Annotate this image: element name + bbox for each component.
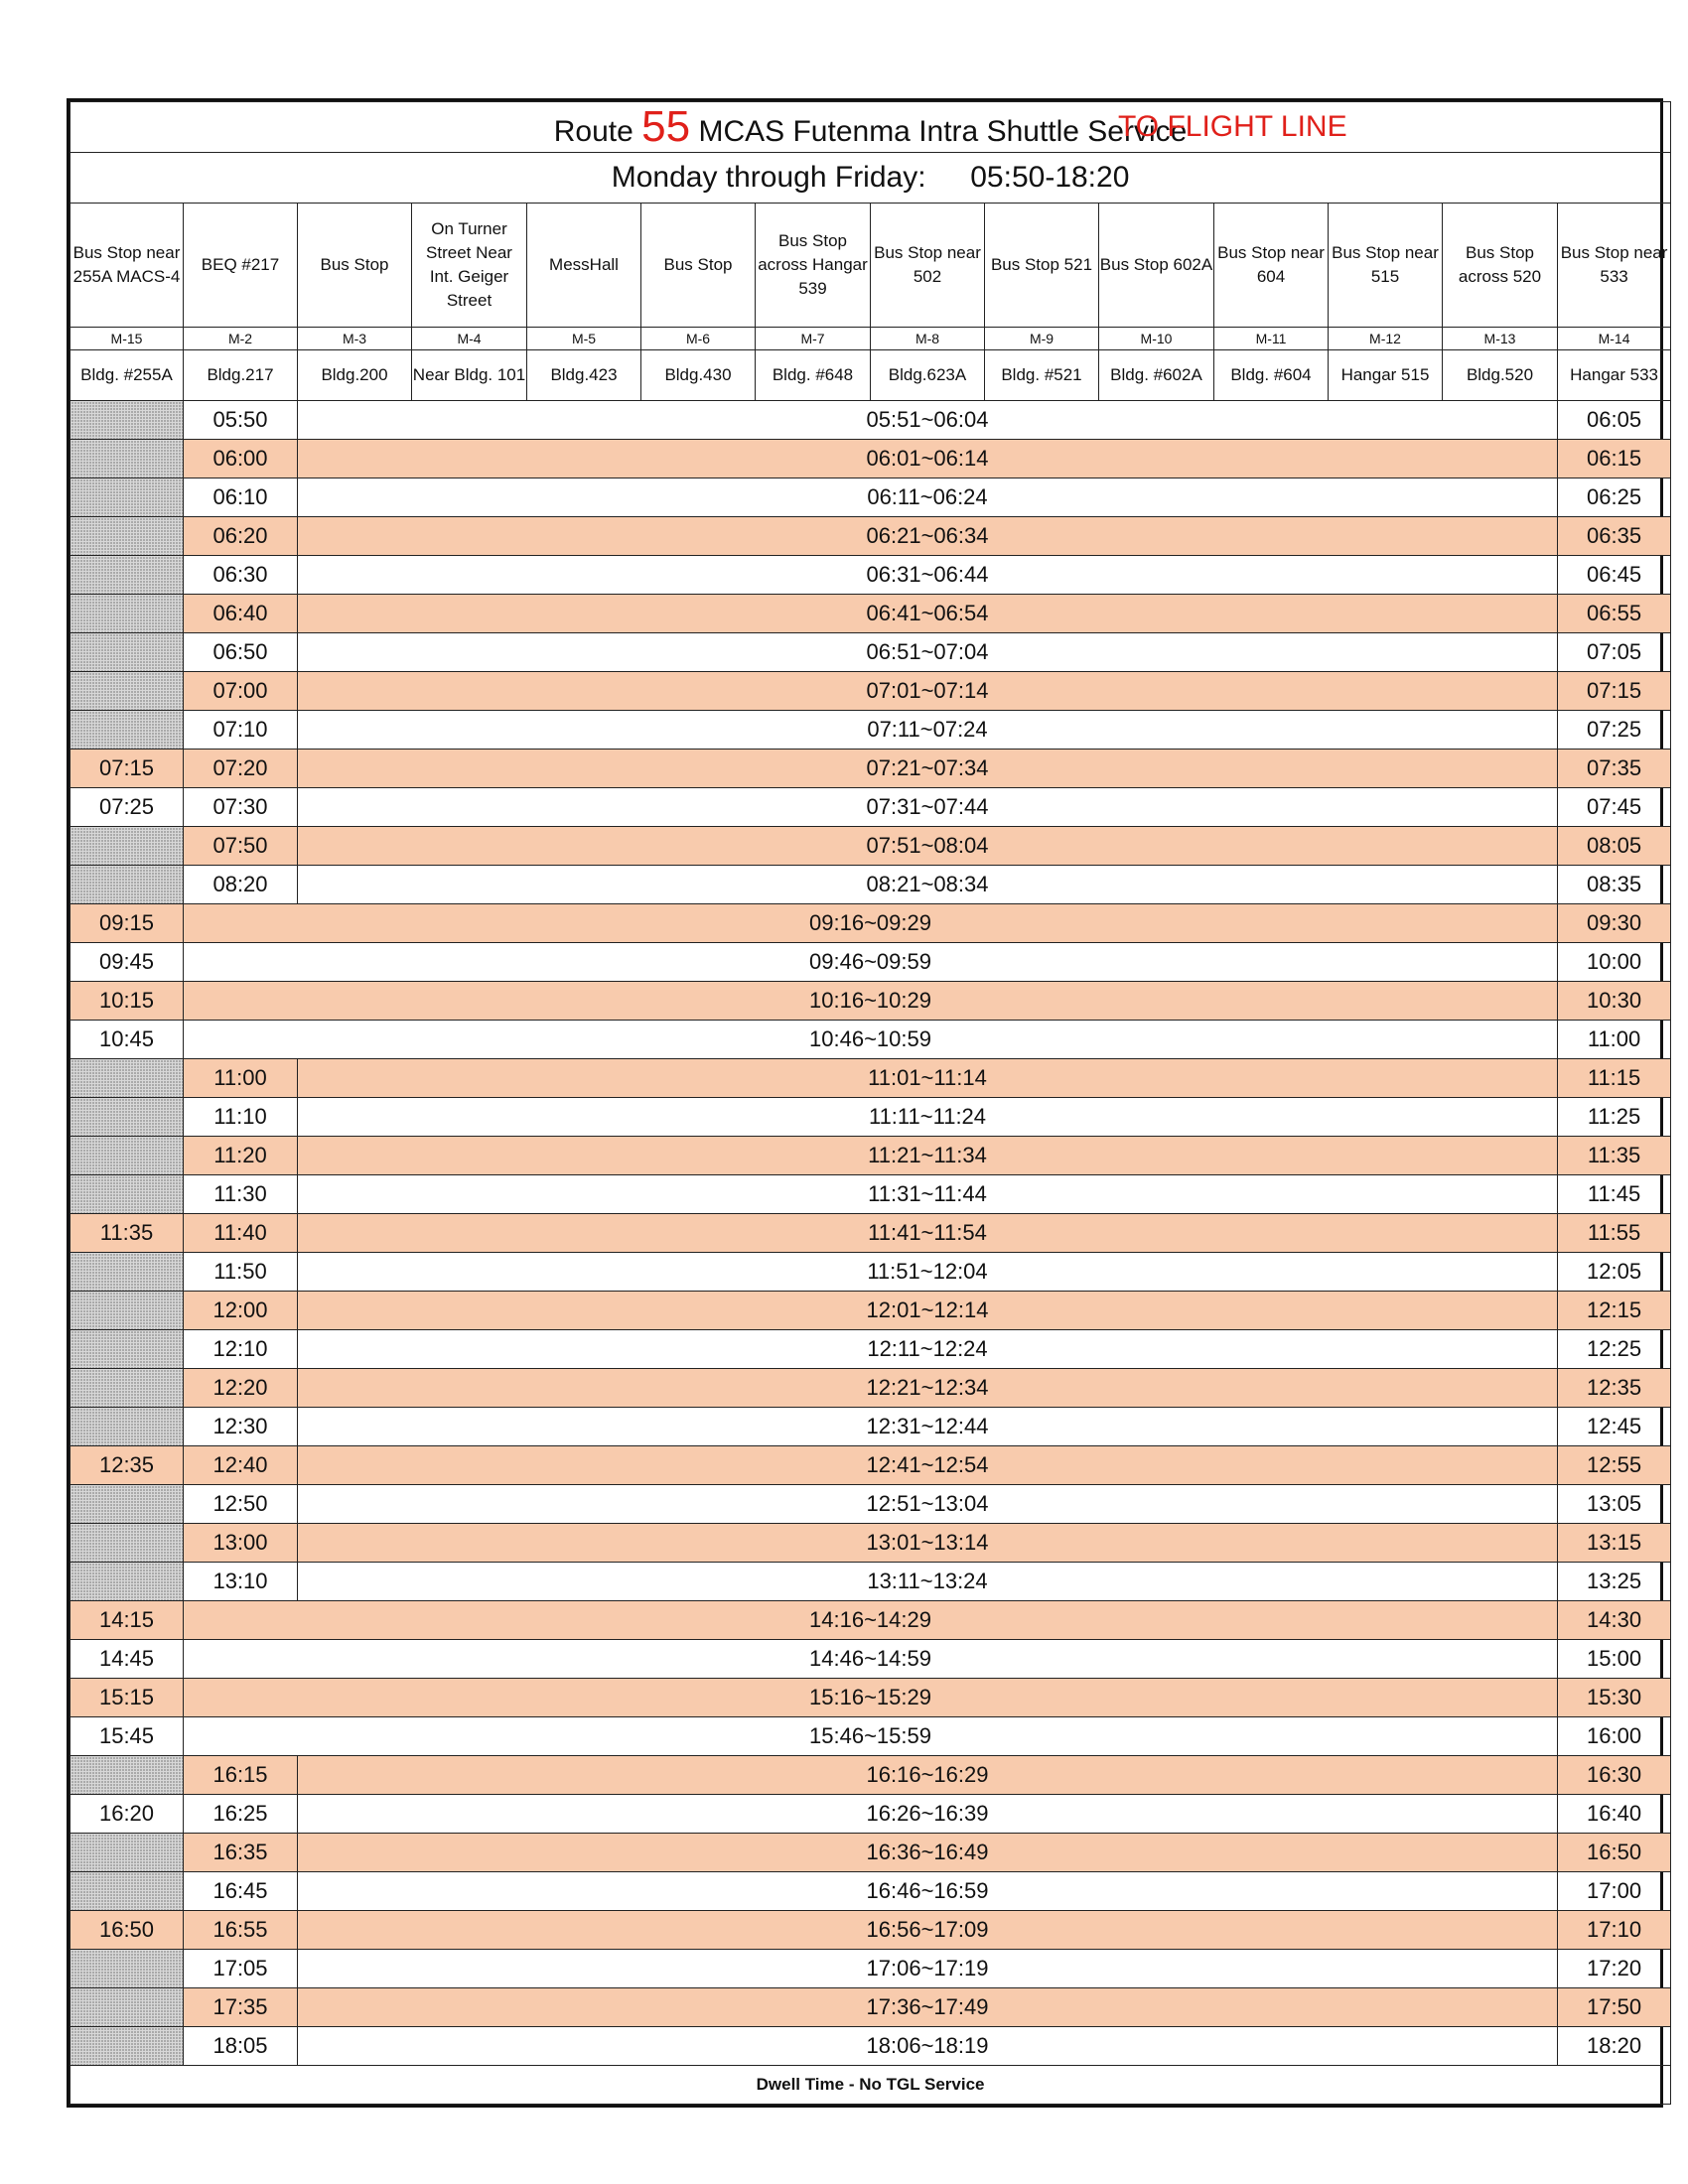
trip-m14-time: 10:30 [1558,982,1671,1021]
trip-m14-time: 07:35 [1558,750,1671,788]
trip-range: 14:16~14:29 [184,1601,1558,1640]
trip-m14-time: 11:25 [1558,1098,1671,1137]
trip-m2-time: 16:25 [184,1795,298,1834]
stop-name-m-8: Bus Stop near 502 [871,204,985,328]
stop-building-m-12: Hangar 515 [1329,350,1443,401]
trip-range: 12:41~12:54 [298,1446,1558,1485]
trip-m2-time: 11:00 [184,1059,298,1098]
trip-m2-time: 07:00 [184,672,298,711]
trip-m14-time: 12:55 [1558,1446,1671,1485]
trip-m14-time: 12:05 [1558,1253,1671,1292]
trip-row [70,1834,1671,1872]
trip-m15-time: 15:45 [70,1717,184,1756]
trip-row [70,1988,1671,2027]
trip-m14-time: 11:35 [1558,1137,1671,1175]
trip-m2-time: 16:45 [184,1872,298,1911]
trip-m2-time: 05:50 [184,401,298,440]
trip-range: 12:01~12:14 [298,1292,1558,1330]
trip-range: 16:16~16:29 [298,1756,1558,1795]
stop-code-row [70,328,1671,350]
trip-row [70,517,1671,556]
trip-row [70,556,1671,595]
trip-row [70,1679,1671,1717]
trip-range: 17:06~17:19 [298,1950,1558,1988]
trip-m14-time: 17:20 [1558,1950,1671,1988]
trip-m2-time: 07:20 [184,750,298,788]
page-title [70,102,1670,153]
trip-range: 06:21~06:34 [298,517,1558,556]
trip-m2-time: 11:50 [184,1253,298,1292]
trip-m2-time: 06:30 [184,556,298,595]
title-row [70,102,1671,153]
trip-m14-time: 09:30 [1558,904,1671,943]
trip-m15-time: 12:35 [70,1446,184,1485]
trip-m15-time: 14:45 [70,1640,184,1679]
stop-name-m-9: Bus Stop 521 [985,204,1099,328]
trip-m14-time: 16:30 [1558,1756,1671,1795]
trip-m15-time [70,866,184,904]
trip-range: 07:11~07:24 [298,711,1558,750]
trip-m15-time: 09:15 [70,904,184,943]
trip-range: 15:46~15:59 [184,1717,1558,1756]
trip-row [70,595,1671,633]
trip-range: 10:16~10:29 [184,982,1558,1021]
trip-range: 07:51~08:04 [298,827,1558,866]
trip-range: 10:46~10:59 [184,1021,1558,1059]
stop-building-m-13: Bldg.520 [1443,350,1558,401]
stop-building-m-14: Hangar 533 [1558,350,1671,401]
stop-code-m-14: M-14 [1558,328,1671,350]
trip-row [70,1369,1671,1408]
trip-m2-time: 07:30 [184,788,298,827]
route-number: 55 [641,102,691,151]
trip-range: 11:41~11:54 [298,1214,1558,1253]
trip-range: 07:01~07:14 [298,672,1558,711]
stop-code-m-9: M-9 [985,328,1099,350]
trip-row [70,1330,1671,1369]
trip-row [70,866,1671,904]
trip-m15-time [70,633,184,672]
trip-row [70,943,1671,982]
trip-m14-time: 16:50 [1558,1834,1671,1872]
stop-code-m-8: M-8 [871,328,985,350]
stop-code-m-12: M-12 [1329,328,1443,350]
trip-row [70,1601,1671,1640]
trip-m14-time: 07:05 [1558,633,1671,672]
trip-m2-time: 11:40 [184,1214,298,1253]
trip-m15-time [70,1834,184,1872]
trip-m14-time: 06:55 [1558,595,1671,633]
trip-m2-time: 12:50 [184,1485,298,1524]
trip-row [70,672,1671,711]
trip-row [70,711,1671,750]
trip-m14-time: 06:45 [1558,556,1671,595]
stop-code-m-6: M-6 [641,328,756,350]
trip-range: 11:31~11:44 [298,1175,1558,1214]
trip-m15-time: 16:50 [70,1911,184,1950]
trip-m2-time: 11:30 [184,1175,298,1214]
trip-m15-time [70,1756,184,1795]
stop-code-m-3: M-3 [298,328,412,350]
trip-row [70,1872,1671,1911]
trip-m14-time: 10:00 [1558,943,1671,982]
trip-m14-time: 06:25 [1558,478,1671,517]
trip-m15-time: 10:15 [70,982,184,1021]
trip-range: 11:11~11:24 [298,1098,1558,1137]
trip-range: 07:21~07:34 [298,750,1558,788]
trip-row [70,1446,1671,1485]
trip-m14-time: 17:00 [1558,1872,1671,1911]
trip-range: 11:01~11:14 [298,1059,1558,1098]
stop-building-m-4: Near Bldg. 101 [412,350,527,401]
trip-m2-time: 13:00 [184,1524,298,1563]
trip-row [70,633,1671,672]
trip-range: 06:51~07:04 [298,633,1558,672]
trip-range: 13:01~13:14 [298,1524,1558,1563]
trip-range: 09:46~09:59 [184,943,1558,982]
trip-m2-time: 08:20 [184,866,298,904]
trip-m14-time: 17:50 [1558,1988,1671,2027]
trip-range: 15:16~15:29 [184,1679,1558,1717]
trip-m2-time: 06:40 [184,595,298,633]
trip-m15-time [70,1950,184,1988]
trip-range: 16:26~16:39 [298,1795,1558,1834]
trip-m15-time [70,1408,184,1446]
trip-range: 13:11~13:24 [298,1563,1558,1601]
trip-m14-time: 12:15 [1558,1292,1671,1330]
trip-m2-time: 06:20 [184,517,298,556]
trip-m15-time: 11:35 [70,1214,184,1253]
stop-building-m-8: Bldg.623A [871,350,985,401]
stop-code-m-11: M-11 [1214,328,1329,350]
trip-range: 09:16~09:29 [184,904,1558,943]
trip-row [70,1059,1671,1098]
trip-row [70,1175,1671,1214]
title-cell [70,102,1671,153]
trip-range: 06:11~06:24 [298,478,1558,517]
trip-m2-time: 11:10 [184,1098,298,1137]
stop-name-m-12: Bus Stop near 515 [1329,204,1443,328]
trip-m14-time: 07:25 [1558,711,1671,750]
trip-range: 12:11~12:24 [298,1330,1558,1369]
trip-m15-time [70,1098,184,1137]
trip-row [70,1098,1671,1137]
trip-m2-time: 12:10 [184,1330,298,1369]
title-prefix: Route [553,115,633,148]
trip-m2-time: 12:40 [184,1446,298,1485]
stop-name-m-2: BEQ #217 [184,204,298,328]
trip-m15-time [70,827,184,866]
trip-m15-time [70,595,184,633]
trip-row [70,2027,1671,2066]
stop-code-m-4: M-4 [412,328,527,350]
stop-building-m-2: Bldg.217 [184,350,298,401]
trip-m15-time [70,711,184,750]
trip-m15-time: 14:15 [70,1601,184,1640]
trip-m14-time: 16:40 [1558,1795,1671,1834]
trip-m14-time: 08:35 [1558,866,1671,904]
trip-range: 11:51~12:04 [298,1253,1558,1292]
trip-range: 12:51~13:04 [298,1485,1558,1524]
trip-row [70,440,1671,478]
stop-code-m-10: M-10 [1099,328,1214,350]
trip-m14-time: 06:35 [1558,517,1671,556]
trip-row [70,1756,1671,1795]
trip-m14-time: 08:05 [1558,827,1671,866]
trip-m15-time [70,1253,184,1292]
trip-row [70,1485,1671,1524]
stop-name-row [70,204,1671,328]
stop-name-m-14: Bus Stop near 533 [1558,204,1671,328]
stop-code-m-7: M-7 [756,328,871,350]
trip-range: 16:56~17:09 [298,1911,1558,1950]
trip-m15-time [70,2027,184,2066]
trip-m15-time [70,1059,184,1098]
trip-range: 06:31~06:44 [298,556,1558,595]
trip-m2-time: 16:35 [184,1834,298,1872]
trip-m14-time: 11:55 [1558,1214,1671,1253]
trip-m15-time [70,1175,184,1214]
trip-m15-time [70,517,184,556]
trip-m15-time: 16:20 [70,1795,184,1834]
trip-row [70,1563,1671,1601]
trip-m15-time [70,1872,184,1911]
stop-building-m-5: Bldg.423 [527,350,641,401]
trip-m15-time [70,1524,184,1563]
trip-range: 16:46~16:59 [298,1872,1558,1911]
stop-code-m-2: M-2 [184,328,298,350]
trip-row [70,904,1671,943]
subtitle-row [70,153,1671,204]
trip-row [70,1292,1671,1330]
trip-m15-time [70,1988,184,2027]
trip-m15-time [70,556,184,595]
trip-row [70,827,1671,866]
trip-row [70,478,1671,517]
trip-m2-time: 13:10 [184,1563,298,1601]
stop-code-m-13: M-13 [1443,328,1558,350]
trip-m14-time: 11:15 [1558,1059,1671,1098]
trip-row [70,1021,1671,1059]
trip-m15-time [70,1292,184,1330]
stop-name-m-7: Bus Stop across Hangar 539 [756,204,871,328]
trip-range: 06:41~06:54 [298,595,1558,633]
trip-row [70,1950,1671,1988]
stop-building-m-9: Bldg. #521 [985,350,1099,401]
trip-row [70,982,1671,1021]
trip-m15-time [70,672,184,711]
subtitle-cell [70,153,1671,204]
schedule-table [70,101,1671,2105]
trip-m15-time: 07:15 [70,750,184,788]
trip-m14-time: 15:00 [1558,1640,1671,1679]
service-hours: 05:50-18:20 [970,161,1130,194]
trip-m14-time: 12:25 [1558,1330,1671,1369]
trip-m15-time [70,1369,184,1408]
building-row [70,350,1671,401]
stop-code-m-15: M-15 [70,328,184,350]
trip-m14-time: 15:30 [1558,1679,1671,1717]
stop-building-m-11: Bldg. #604 [1214,350,1329,401]
trip-range: 12:21~12:34 [298,1369,1558,1408]
trip-m15-time: 07:25 [70,788,184,827]
direction-label: TO FLIGHT LINE [1118,110,1347,143]
stop-name-m-5: MessHall [527,204,641,328]
trip-row [70,1253,1671,1292]
trip-m14-time: 07:45 [1558,788,1671,827]
trip-m14-time: 16:00 [1558,1717,1671,1756]
stop-building-m-15: Bldg. #255A [70,350,184,401]
trip-m15-time: 15:15 [70,1679,184,1717]
stop-building-m-3: Bldg.200 [298,350,412,401]
stop-name-m-13: Bus Stop across 520 [1443,204,1558,328]
trip-m15-time: 10:45 [70,1021,184,1059]
trip-m14-time: 06:05 [1558,401,1671,440]
trip-m15-time [70,1137,184,1175]
stop-name-m-15: Bus Stop near 255A MACS-4 [70,204,184,328]
trip-row [70,401,1671,440]
trip-m14-time: 06:15 [1558,440,1671,478]
trip-m14-time: 12:35 [1558,1369,1671,1408]
trip-row [70,1640,1671,1679]
trip-m2-time: 06:50 [184,633,298,672]
stop-name-m-6: Bus Stop [641,204,756,328]
trip-m14-time: 13:15 [1558,1524,1671,1563]
trip-range: 14:46~14:59 [184,1640,1558,1679]
stop-name-m-11: Bus Stop near 604 [1214,204,1329,328]
service-name: MCAS Futenma Intra Shuttle Service [698,115,1188,148]
trip-m2-time: 07:50 [184,827,298,866]
stop-name-m-3: Bus Stop [298,204,412,328]
trip-row [70,1214,1671,1253]
trip-m14-time: 13:25 [1558,1563,1671,1601]
trip-range: 18:06~18:19 [298,2027,1558,2066]
trip-m15-time [70,401,184,440]
stop-name-m-4: On Turner Street Near Int. Geiger Street [412,204,527,328]
footer-note: Dwell Time - No TGL Service [70,2066,1671,2105]
trip-range: 08:21~08:34 [298,866,1558,904]
trip-m15-time [70,478,184,517]
trip-range: 06:01~06:14 [298,440,1558,478]
trip-m2-time: 07:10 [184,711,298,750]
trip-range: 07:31~07:44 [298,788,1558,827]
trip-m15-time: 09:45 [70,943,184,982]
footer-row [70,2066,1671,2105]
trip-m14-time: 11:00 [1558,1021,1671,1059]
trip-m14-time: 13:05 [1558,1485,1671,1524]
trip-m14-time: 07:15 [1558,672,1671,711]
trip-m14-time: 11:45 [1558,1175,1671,1214]
trip-row [70,1795,1671,1834]
trip-row [70,1911,1671,1950]
trip-row [70,1717,1671,1756]
trip-row [70,1524,1671,1563]
trip-m2-time: 17:35 [184,1988,298,2027]
trip-m14-time: 12:45 [1558,1408,1671,1446]
trip-m14-time: 14:30 [1558,1601,1671,1640]
trip-row [70,1408,1671,1446]
trip-m15-time [70,1563,184,1601]
trip-m2-time: 12:30 [184,1408,298,1446]
stop-name-m-10: Bus Stop 602A [1099,204,1214,328]
trip-m2-time: 16:15 [184,1756,298,1795]
trip-m2-time: 17:05 [184,1950,298,1988]
trip-m2-time: 18:05 [184,2027,298,2066]
stop-code-m-5: M-5 [527,328,641,350]
trip-range: 16:36~16:49 [298,1834,1558,1872]
trip-range: 05:51~06:04 [298,401,1558,440]
service-days: Monday through Friday: [611,161,926,194]
stop-building-m-6: Bldg.430 [641,350,756,401]
trip-m15-time [70,440,184,478]
trip-m2-time: 12:20 [184,1369,298,1408]
stop-building-m-10: Bldg. #602A [1099,350,1214,401]
trip-range: 11:21~11:34 [298,1137,1558,1175]
trip-range: 17:36~17:49 [298,1988,1558,2027]
schedule-sheet [67,98,1668,2108]
stop-building-m-7: Bldg. #648 [756,350,871,401]
trip-row [70,788,1671,827]
trip-m2-time: 06:00 [184,440,298,478]
trip-row [70,750,1671,788]
trip-range: 12:31~12:44 [298,1408,1558,1446]
trip-m2-time: 16:55 [184,1911,298,1950]
trip-m2-time: 11:20 [184,1137,298,1175]
trip-m14-time: 18:20 [1558,2027,1671,2066]
trip-m2-time: 12:00 [184,1292,298,1330]
trip-m15-time [70,1485,184,1524]
trip-m15-time [70,1330,184,1369]
trip-m2-time: 06:10 [184,478,298,517]
trip-m14-time: 17:10 [1558,1911,1671,1950]
trip-row [70,1137,1671,1175]
